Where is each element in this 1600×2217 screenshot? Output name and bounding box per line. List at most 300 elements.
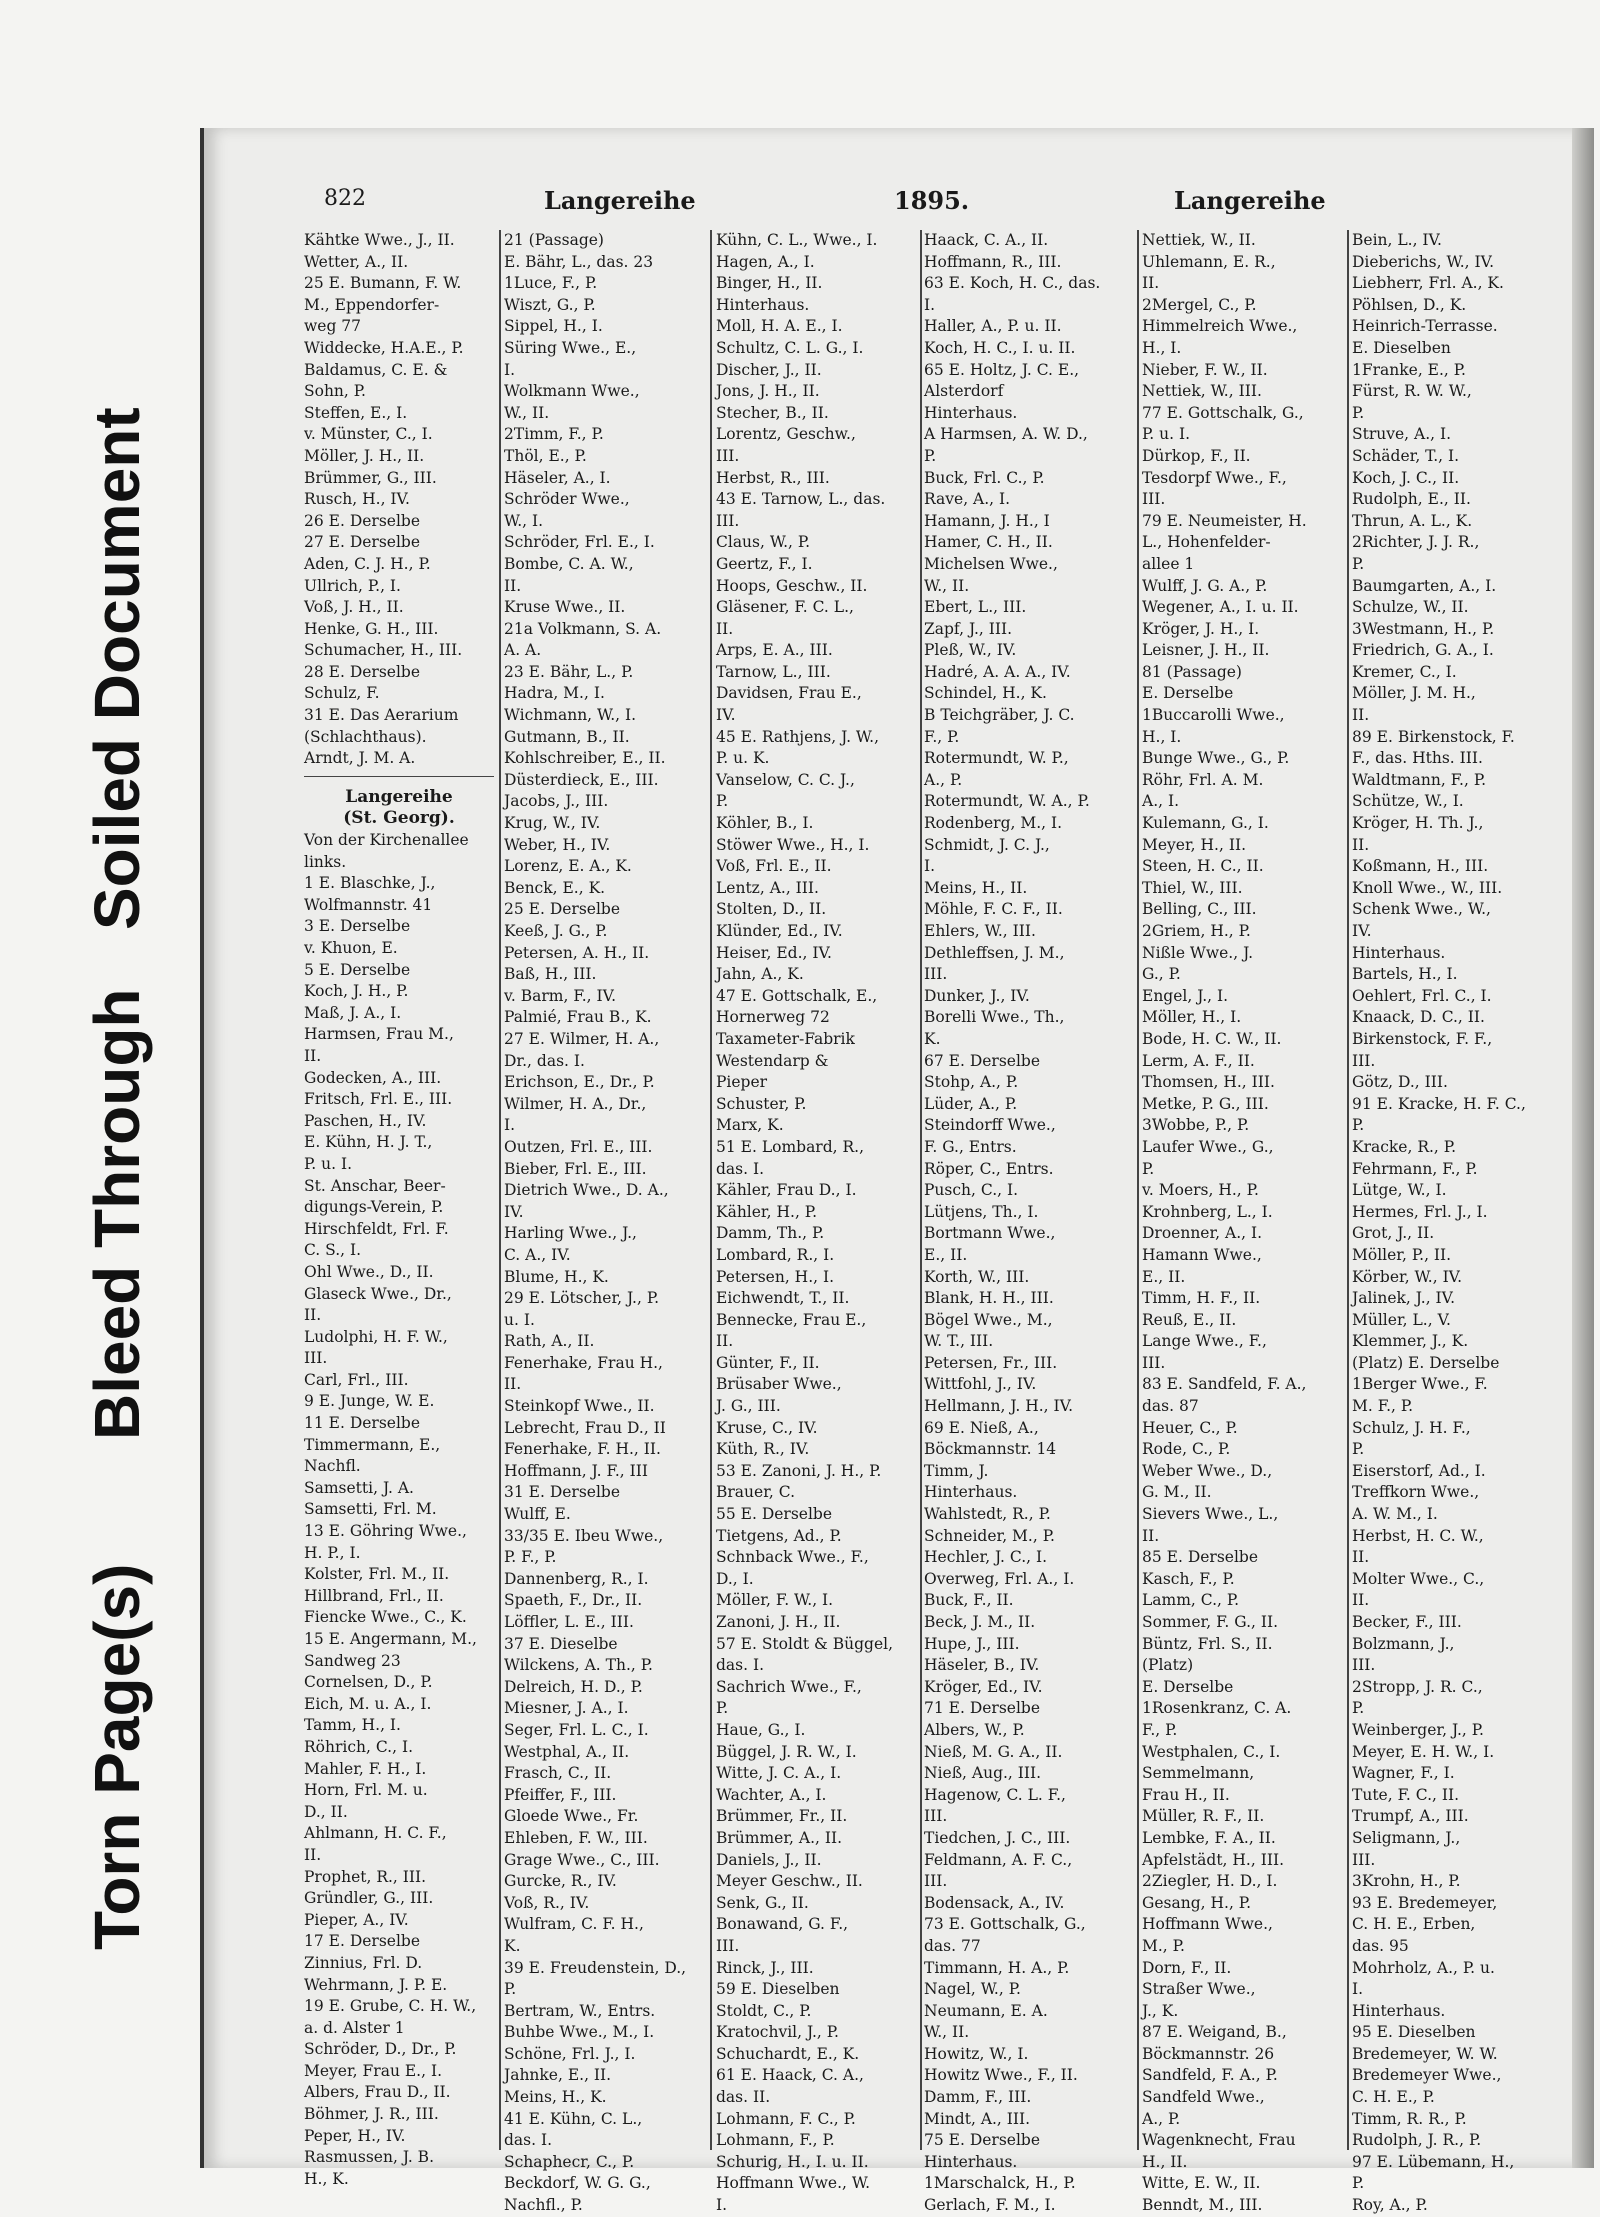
directory-entry: Sommer, F. G., II.	[1142, 1613, 1279, 1631]
directory-entry: G., P.	[1142, 965, 1181, 984]
directory-entry: Treffkorn Wwe.,	[1352, 1483, 1480, 1502]
directory-entry: Hadra, M., I.	[504, 684, 605, 703]
directory-entry: I.	[924, 295, 936, 314]
directory-entry: Weinberger, J., P.	[1352, 1720, 1484, 1739]
directory-entry: Damm, F., III.	[924, 2088, 1032, 2107]
directory-entry: Geertz, F., I.	[716, 554, 813, 573]
directory-entry: Kratochvil, J., P.	[716, 2023, 839, 2042]
directory-entry: Daniels, J., II.	[716, 1850, 822, 1869]
directory-entry: 45 E. Rathjens, J. W.,	[716, 727, 880, 746]
directory-entry: Nieß, Aug., III.	[924, 1764, 1042, 1783]
directory-entry: H. P., I.	[304, 1543, 361, 1562]
directory-entry: Mahler, F. H., I.	[304, 1759, 427, 1778]
directory-entry: Mohrholz, A., P. u.	[1352, 1958, 1495, 1977]
section-rule	[304, 776, 494, 781]
directory-entry: Haack, C. A., II.	[924, 231, 1049, 249]
directory-entry: Voß, Frl. E., II.	[716, 857, 832, 876]
directory-entry: Hinterhaus.	[1352, 943, 1446, 962]
directory-entry: 51 E. Lombard, R.,	[716, 1137, 865, 1156]
directory-entry: IV.	[716, 706, 736, 725]
directory-entry: I.	[504, 1116, 516, 1135]
directory-entry: Lombard, R., I.	[716, 1245, 835, 1264]
directory-entry: 2Mergel, C., P.	[1142, 295, 1257, 314]
directory-entry: Schuster, P.	[716, 1094, 807, 1113]
directory-entry: Tiedchen, J. C., III.	[924, 1828, 1071, 1847]
directory-entry: Erichson, E., Dr., P.	[504, 1073, 655, 1092]
directory-entry: 2Richter, J. J. R.,	[1352, 533, 1480, 552]
directory-entry: 26 E. Derselbe	[304, 511, 421, 530]
directory-entry: Prophet, R., III.	[304, 1867, 427, 1886]
directory-entry: a. d. Alster 1	[304, 2018, 405, 2037]
directory-entry: Zanoni, J. H., II.	[716, 1613, 841, 1631]
directory-entry: Bredemeyer Wwe.,	[1352, 2066, 1502, 2085]
directory-entry: Leisner, J. H., II.	[1142, 641, 1270, 660]
directory-entry: 3Wobbe, P., P.	[1142, 1116, 1250, 1135]
directory-entry: Pleß, W., IV.	[924, 641, 1017, 660]
directory-entry: 67 E. Derselbe	[924, 1051, 1041, 1070]
directory-entry: Köhler, B., I.	[716, 814, 814, 833]
directory-entry: v. Moers, H., P.	[1142, 1181, 1259, 1200]
directory-entry: Koch, J. H., P.	[304, 982, 409, 1001]
directory-entry: Dorn, F., II.	[1142, 1958, 1232, 1977]
directory-entry: F., P.	[924, 727, 960, 746]
directory-column-5	[1142, 230, 1342, 2215]
directory-entry: 55 E. Derselbe	[716, 1505, 833, 1524]
directory-entry: Dunker, J., IV.	[924, 986, 1030, 1005]
directory-entry: Lüder, A., P.	[924, 1094, 1018, 1113]
directory-entry: Lütge, W., I.	[1352, 1181, 1447, 1200]
directory-entry: Düsterdieck, E., III.	[504, 770, 659, 789]
directory-entry: III.	[1352, 1850, 1376, 1869]
directory-entry: Sandweg 23	[304, 1651, 401, 1670]
directory-entry: II.	[1142, 274, 1160, 293]
directory-entry: 3Krohn, H., P.	[1352, 1872, 1461, 1891]
directory-entry: Wulfram, C. F. H.,	[504, 1915, 644, 1934]
directory-entry: Trumpf, A., III.	[1352, 1807, 1469, 1826]
directory-entry: Engel, J., I.	[1142, 986, 1229, 1005]
directory-entry: Sievers Wwe., L.,	[1142, 1505, 1279, 1524]
running-title-left: Langereihe	[544, 186, 696, 215]
directory-entry: Apfelstädt, H., III.	[1142, 1850, 1285, 1869]
column-divider	[920, 230, 922, 2150]
directory-entry: II.	[304, 1306, 322, 1325]
directory-entry: Schulz, F.	[304, 684, 380, 703]
directory-entry: Schröder, Frl. E., I.	[504, 533, 655, 552]
directory-entry: Belling, C., III.	[1142, 900, 1257, 919]
directory-entry: H., I.	[1142, 727, 1182, 746]
directory-entry: Frau H., II.	[1142, 1785, 1230, 1804]
directory-entry: Böckmannstr. 26	[1142, 2044, 1275, 2063]
directory-entry: Bein, L., IV.	[1352, 231, 1442, 249]
directory-entry: Wolkmann Wwe.,	[504, 382, 640, 401]
directory-entry: Ludolphi, H. F. W.,	[304, 1327, 448, 1346]
directory-entry: 79 E. Neumeister, H.	[1142, 511, 1307, 530]
directory-entry: Stöwer Wwe., H., I.	[716, 835, 870, 854]
directory-entry: Körber, W., IV.	[1352, 1267, 1463, 1286]
directory-entry: D., I.	[716, 1569, 754, 1588]
directory-entry: Krug, W., IV.	[504, 814, 601, 833]
directory-entry: 1Luce, F., P.	[504, 274, 598, 293]
directory-entry: Löffler, L. E., III.	[504, 1613, 634, 1631]
directory-entry: 59 E. Dieselben	[716, 1980, 840, 1999]
directory-entry: II.	[1352, 835, 1370, 854]
directory-entry: Wilckens, A. Th., P.	[504, 1656, 653, 1675]
directory-entry: Hirschfeldt, Frl. F.	[304, 1219, 449, 1238]
directory-entry: Brüsaber Wwe.,	[716, 1375, 842, 1394]
directory-entry: P.	[1352, 554, 1365, 573]
directory-entry: P.	[716, 792, 729, 811]
directory-entry: C. A., IV.	[504, 1245, 571, 1264]
directory-entry: F., P.	[1142, 1720, 1178, 1739]
directory-entry: Maß, J. A., I.	[304, 1003, 402, 1022]
directory-entry: E. Derselbe	[1142, 684, 1234, 703]
directory-entry: Ahlmann, H. C. F.,	[304, 1824, 447, 1843]
directory-entry: Henke, G. H., III.	[304, 619, 439, 638]
directory-entry: 91 E. Kracke, H. F. C.,	[1352, 1094, 1526, 1113]
directory-entry: Gurcke, R., IV.	[504, 1872, 617, 1891]
directory-entry: II.	[304, 1845, 322, 1864]
directory-entry: A., P.	[924, 770, 963, 789]
directory-entry: Seger, Frl. L. C., I.	[504, 1720, 649, 1739]
directory-entry: Davidsen, Frau E.,	[716, 684, 862, 703]
directory-entry: Steinkopf Wwe., II.	[504, 1397, 655, 1416]
directory-entry: 31 E. Derselbe	[504, 1483, 621, 1502]
scan-quality-labels	[0, 0, 200, 2177]
directory-entry: 1Buccarolli Wwe.,	[1142, 706, 1285, 725]
directory-entry: Rasmussen, J. B.	[304, 2148, 435, 2167]
directory-entry: Outzen, Frl. E., III.	[504, 1137, 653, 1156]
directory-entry: Wichmann, W., I.	[504, 706, 637, 725]
directory-entry: Samsetti, Frl. M.	[304, 1500, 437, 1519]
directory-entry: 69 E. Nieß, A.,	[924, 1418, 1039, 1437]
directory-entry: Schurig, H., I. u. II.	[716, 2152, 869, 2171]
directory-entry: E., II.	[1142, 1267, 1186, 1286]
directory-entry: P.	[1352, 1116, 1365, 1135]
directory-entry: Bombe, C. A. W.,	[504, 554, 634, 573]
directory-entry: Herbst, R., III.	[716, 468, 830, 487]
directory-entry: das. 77	[924, 1936, 981, 1955]
directory-entry: 87 E. Weigand, B.,	[1142, 2023, 1287, 2042]
directory-entry: III.	[716, 511, 740, 530]
directory-entry: Meins, H., K.	[504, 2088, 607, 2107]
directory-entry: Rinck, J., III.	[716, 1958, 814, 1977]
directory-entry: 28 E. Derselbe	[304, 662, 421, 681]
directory-entry: Kruse, C., IV.	[716, 1418, 818, 1437]
directory-entry: Ehleben, F. W., III.	[504, 1828, 648, 1847]
directory-entry: Blume, H., K.	[504, 1267, 609, 1286]
directory-entry: Lamm, C., P.	[1142, 1591, 1240, 1610]
directory-entry: Nachfl., P.	[504, 2196, 583, 2215]
directory-entry: Haller, A., P. u. II.	[924, 317, 1062, 336]
directory-entry: Alsterdorf	[924, 382, 1004, 401]
directory-entry: Rodenberg, M., I.	[924, 814, 1063, 833]
directory-entry: F. G., Entrs.	[924, 1137, 1017, 1156]
directory-entry: Jons, J. H., II.	[716, 382, 820, 401]
directory-entry: 3 E. Derselbe	[304, 917, 411, 936]
directory-entry: Tesdorpf Wwe., F.,	[1142, 468, 1287, 487]
directory-entry: 77 E. Gottschalk, G.,	[1142, 403, 1304, 422]
directory-entry: Claus, W., P.	[716, 533, 811, 552]
directory-entry: Bertram, W., Entrs.	[504, 2001, 656, 2020]
directory-entry: Brümmer, Fr., II.	[716, 1807, 848, 1826]
directory-entry: Langereihe	[345, 786, 453, 807]
directory-entry: Feldmann, A. F. C.,	[924, 1850, 1073, 1869]
page-year: 1895.	[894, 186, 970, 215]
directory-entry: Damm, Th., P.	[716, 1224, 825, 1243]
directory-entry: u. I.	[504, 1310, 535, 1329]
directory-entry: 1Franke, E., P.	[1352, 360, 1466, 379]
directory-entry: Kähtke Wwe., J., II.	[304, 231, 455, 249]
directory-entry: Wilmer, H. A., Dr.,	[504, 1094, 647, 1113]
directory-entry: Rath, A., II.	[504, 1332, 595, 1351]
directory-entry: C. H. E., P.	[1352, 2088, 1435, 2107]
directory-entry: Stecher, B., II.	[716, 403, 829, 422]
directory-entry: Knaack, D. C., II.	[1352, 1008, 1485, 1027]
directory-entry: IV.	[1352, 922, 1372, 940]
directory-entry: K.	[924, 1029, 941, 1048]
directory-entry: Moll, H. A. E., I.	[716, 317, 843, 336]
directory-entry: Rotermundt, W. A., P.	[924, 792, 1090, 811]
directory-entry: Westendarp &	[716, 1051, 829, 1070]
directory-entry: Liebherr, Frl. A., K.	[1352, 274, 1504, 293]
directory-entry: Grot, J., II.	[1352, 1224, 1435, 1243]
directory-entry: Kähler, H., P.	[716, 1202, 818, 1221]
directory-entry: 31 E. Das Aerarium	[304, 706, 459, 725]
directory-entry: H., K.	[304, 2169, 349, 2188]
directory-entry: Buhbe Wwe., M., I.	[504, 2023, 655, 2042]
directory-entry: 83 E. Sandfeld, F. A.,	[1142, 1375, 1307, 1394]
directory-entry: A. W. M., I.	[1352, 1505, 1438, 1524]
directory-entry: Dieberichs, W., IV.	[1352, 252, 1495, 271]
directory-entry: 3Westmann, H., P.	[1352, 619, 1495, 638]
directory-entry: Hellmann, J. H., IV.	[924, 1397, 1074, 1416]
directory-entry: Schaphecr, C., P.	[504, 2152, 635, 2171]
running-title-right: Langereihe	[1174, 186, 1326, 215]
directory-entry: Böhmer, J. R., III.	[304, 2105, 439, 2124]
directory-entry: Buck, Frl. C., P.	[924, 468, 1045, 487]
directory-entry: III.	[924, 1872, 948, 1891]
directory-entry: Neumann, E. A.	[924, 2001, 1048, 2020]
directory-entry: 1 E. Blaschke, J.,	[304, 874, 436, 893]
bleed-through-label: Bleed Through	[81, 988, 153, 1440]
directory-entry: C. H. E., Erben,	[1352, 1915, 1476, 1934]
directory-entry: Schultz, C. L. G., I.	[716, 338, 864, 357]
directory-entry: Lohmann, F., P.	[716, 2131, 835, 2150]
directory-entry: 2Timm, F., P.	[504, 425, 604, 444]
directory-entry: Kasch, F., P.	[1142, 1569, 1235, 1588]
directory-entry: Rusch, H., IV.	[304, 490, 410, 509]
directory-entry: II.	[1352, 706, 1370, 725]
directory-column-2	[504, 230, 704, 2215]
directory-entry: Schuchardt, E., K.	[716, 2044, 860, 2063]
directory-entry: A. A.	[504, 641, 542, 660]
directory-entry: P.	[504, 1980, 517, 1999]
directory-entry: (St. Georg).	[343, 808, 455, 829]
column-divider	[1347, 230, 1349, 2150]
directory-entry: Fiencke Wwe., C., K.	[304, 1608, 467, 1627]
directory-entry: P.	[1352, 2174, 1365, 2193]
directory-entry: C. S., I.	[304, 1241, 362, 1260]
directory-entry: Brauer, C.	[716, 1483, 795, 1502]
directory-entry: Godecken, A., III.	[304, 1068, 442, 1087]
directory-entry: Jacobs, J., III.	[504, 792, 609, 811]
directory-entry: Kähler, Frau D., I.	[716, 1181, 857, 1200]
directory-entry: 2Griem, H., P.	[1142, 922, 1251, 940]
directory-entry: das. I.	[716, 1159, 765, 1178]
directory-entry: Zapf, J., III.	[924, 619, 1013, 638]
directory-entry: Klemmer, J., K.	[1352, 1332, 1469, 1351]
directory-entry: Gutmann, B., II.	[504, 727, 630, 746]
directory-entry: Kröger, J. H., I.	[1142, 619, 1260, 638]
directory-entry: Möller, J. M. H.,	[1352, 684, 1476, 703]
directory-entry: P. F., P.	[504, 1548, 557, 1567]
directory-entry: 37 E. Dieselbe	[504, 1634, 618, 1653]
directory-entry: Von der Kirchenallee	[304, 831, 469, 850]
directory-entry: 93 E. Bredemeyer,	[1352, 1893, 1498, 1912]
directory-entry: Hinterhaus.	[924, 403, 1018, 422]
directory-entry: Petersen, A. H., II.	[504, 943, 650, 962]
soiled-document-label: Soiled Document	[81, 407, 153, 930]
directory-entry: Herbst, H. C. W.,	[1352, 1526, 1484, 1545]
directory-entry: Benndt, M., III.	[1142, 2196, 1263, 2215]
directory-entry: Himmelreich Wwe.,	[1142, 317, 1298, 336]
directory-entry: Albers, Frau D., II.	[304, 2083, 451, 2102]
directory-entry: I.	[504, 360, 516, 379]
directory-entry: Ohl Wwe., D., II.	[304, 1262, 434, 1281]
directory-entry: Bieber, Frl. E., III.	[504, 1159, 647, 1178]
directory-entry: Röhr, Frl. A. M.	[1142, 770, 1264, 789]
directory-entry: Bögel Wwe., M.,	[924, 1310, 1053, 1329]
directory-entry: Taxameter-Fabrik	[716, 1029, 855, 1048]
directory-entry: Häseler, A., I.	[504, 468, 611, 487]
directory-entry: Hagenow, C. L. F.,	[924, 1785, 1066, 1804]
directory-entry: Wolfmannstr. 41	[304, 895, 433, 914]
directory-entry: Möller, P., II.	[1352, 1245, 1452, 1264]
directory-entry: E. Bähr, L., das. 23	[504, 252, 654, 271]
directory-entry: 27 E. Derselbe	[304, 533, 421, 552]
directory-entry: Dr., das. I.	[504, 1051, 585, 1070]
directory-entry: I.	[716, 2196, 728, 2215]
directory-entry: Wiszt, G., P.	[504, 295, 596, 314]
directory-entry: 95 E. Dieselben	[1352, 2023, 1476, 2042]
directory-entry: 61 E. Haack, C. A.,	[716, 2066, 864, 2085]
directory-entry: Widdecke, H.A.E., P.	[304, 338, 464, 357]
directory-entry: Fenerhake, Frau H.,	[504, 1353, 663, 1372]
directory-entry: Rode, C., P.	[1142, 1440, 1231, 1459]
directory-entry: Hagen, A., I.	[716, 252, 815, 271]
directory-entry: Thomsen, H., III.	[1142, 1073, 1275, 1092]
directory-entry: Röhrich, C., I.	[304, 1737, 414, 1756]
directory-entry: Stohp, A., P.	[924, 1073, 1019, 1092]
directory-entry: Gesang, H., P.	[1142, 1893, 1252, 1912]
directory-entry: Steindorff Wwe.,	[924, 1116, 1056, 1135]
directory-entry: 75 E. Derselbe	[924, 2131, 1041, 2150]
directory-entry: Lebrecht, Frau D., II	[504, 1418, 666, 1437]
directory-entry: das. 95	[1352, 1936, 1409, 1955]
directory-entry: Meyer Geschw., II.	[716, 1872, 863, 1891]
directory-entry: Müller, L., V.	[1352, 1310, 1451, 1329]
directory-column-1	[304, 230, 494, 2188]
directory-entry: Pieper	[716, 1073, 768, 1092]
directory-entry: Wulff, J. G. A., P.	[1142, 576, 1268, 595]
directory-entry: Weber Wwe., D.,	[1142, 1461, 1273, 1480]
directory-entry: Westphal, A., II.	[504, 1742, 630, 1761]
directory-entry: Schulz, J. H. F.,	[1352, 1418, 1471, 1437]
directory-entry: 47 E. Gottschalk, E.,	[716, 986, 878, 1005]
directory-entry: Hadré, A. A. A., IV.	[924, 662, 1071, 681]
directory-entry: 11 E. Derselbe	[304, 1414, 421, 1433]
directory-entry: Günter, F., II.	[716, 1353, 820, 1372]
directory-entry: Hoffmann Wwe.,	[1142, 1915, 1273, 1934]
directory-entry: Dürkop, F., II.	[1142, 446, 1251, 465]
directory-entry: M., P.	[1142, 1936, 1185, 1955]
directory-entry: Timm, J.	[924, 1461, 989, 1480]
directory-entry: P.	[924, 446, 937, 465]
directory-entry: 2Ziegler, H. D., I.	[1142, 1872, 1278, 1891]
directory-entry: v. Barm, F., IV.	[504, 986, 617, 1005]
directory-entry: Lorentz, Geschw.,	[716, 425, 856, 444]
directory-entry: Uhlemann, E. R.,	[1142, 252, 1276, 271]
directory-entry: IV.	[504, 1202, 524, 1221]
directory-entry: Kohlschreiber, E., II.	[504, 749, 666, 768]
directory-entry: Laufer Wwe., G.,	[1142, 1137, 1274, 1156]
directory-entry: Möller, H., I.	[1142, 1008, 1242, 1027]
directory-entry: Glaseck Wwe., Dr.,	[304, 1284, 452, 1303]
directory-entry: Aden, C. J. H., P.	[304, 554, 431, 573]
directory-entry: Büntz, Frl. S., II.	[1142, 1634, 1273, 1653]
directory-entry: Discher, J., II.	[716, 360, 822, 379]
directory-entry: I.	[924, 857, 936, 876]
directory-entry: 1Berger Wwe., F.	[1352, 1375, 1488, 1394]
directory-entry: III.	[1352, 1051, 1376, 1070]
directory-entry: Sandfeld Wwe.,	[1142, 2088, 1265, 2107]
directory-entry: Gerlach, F. M., I.	[924, 2196, 1056, 2215]
directory-entry: G. M., II.	[1142, 1483, 1212, 1502]
directory-entry: II.	[716, 1332, 734, 1351]
directory-entry: Baß, H., III.	[504, 965, 597, 984]
directory-entry: Pieper, A., IV.	[304, 1910, 409, 1929]
directory-entry: B Teichgräber, J. C.	[924, 706, 1075, 725]
directory-entry: Sohn, P.	[304, 382, 366, 401]
directory-entry: W., I.	[504, 511, 544, 530]
directory-entry: Palmié, Frau B., K.	[504, 1008, 652, 1027]
directory-entry: Müller, R. F., II.	[1142, 1807, 1265, 1826]
directory-entry: Horn, Frl. M. u.	[304, 1781, 428, 1800]
directory-entry: Klünder, Ed., IV.	[716, 922, 843, 940]
directory-entry: Hermes, Frl. J., I.	[1352, 1202, 1488, 1221]
directory-entry: Nachfl.	[304, 1457, 361, 1476]
directory-entry: Schneider, M., P.	[924, 1526, 1055, 1545]
directory-entry: 23 E. Bähr, L., P.	[504, 662, 634, 681]
directory-entry: Wetter, A., II.	[304, 252, 409, 271]
directory-entry: Hoffmann, J. F., III	[504, 1461, 648, 1480]
directory-entry: Nieß, M. G. A., II.	[924, 1742, 1063, 1761]
scanned-page	[200, 128, 1594, 2215]
directory-entry: Weber, H., IV.	[504, 835, 611, 854]
directory-entry: Howitz Wwe., F., II.	[924, 2066, 1078, 2085]
directory-column-3	[716, 230, 916, 2215]
directory-entry: P.	[1142, 1159, 1155, 1178]
directory-entry: E. Derselbe	[1142, 1677, 1234, 1696]
directory-entry: Bolzmann, J.,	[1352, 1634, 1455, 1653]
directory-entry: Häseler, B., IV.	[924, 1656, 1040, 1675]
directory-entry: Bodensack, A., IV.	[924, 1893, 1065, 1912]
directory-entry: Pfeiffer, F., III.	[504, 1785, 617, 1804]
directory-entry: Koch, J. C., II.	[1352, 468, 1460, 487]
directory-entry: M., Eppendorfer-	[304, 295, 440, 314]
directory-entry: III.	[716, 1936, 740, 1955]
directory-entry: Baldamus, C. E. &	[304, 360, 448, 379]
